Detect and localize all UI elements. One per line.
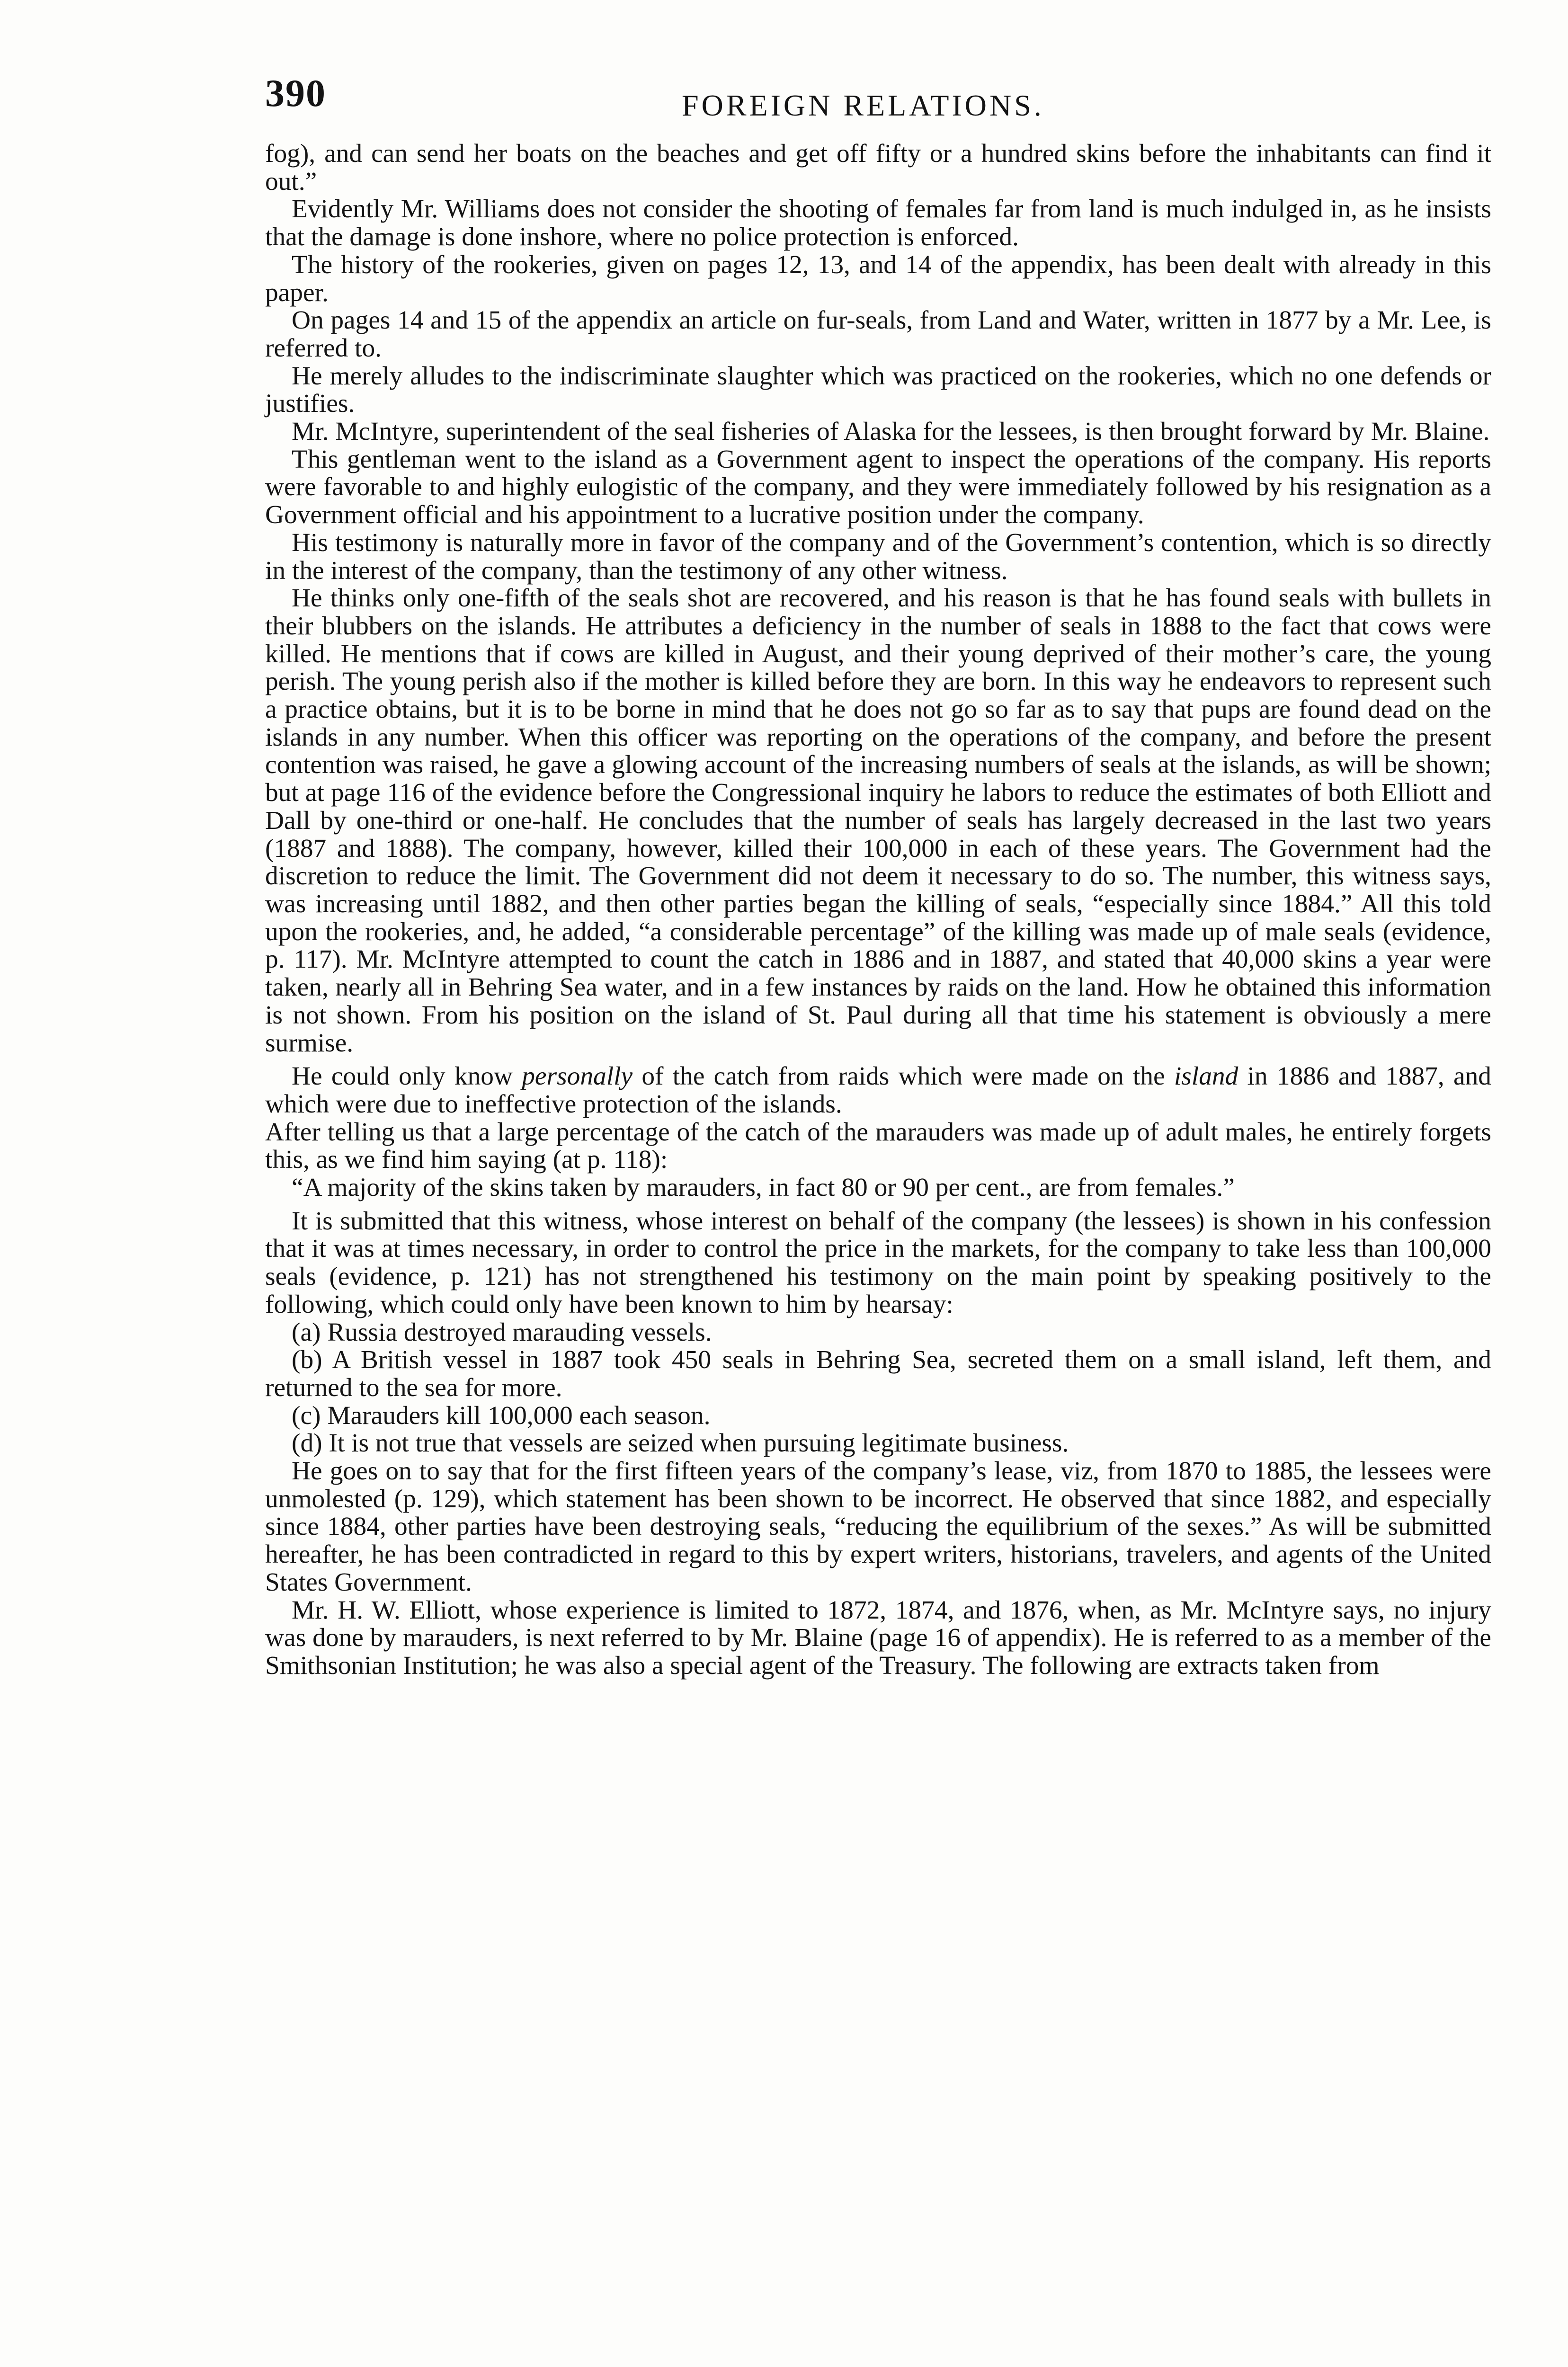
paragraph: This gentleman went to the island as a Government agent to inspect the operations of the company. His reports were favorable to and highly eulogistic of the company, and they were immediately followed by his resignation as a Government official and his appointment to a lucrative position under the company. — [265, 444, 1491, 529]
paragraph: Mr. H. W. Elliott, whose experience is limited to 1872, 1874, and 1876, when, as Mr. McIntyre says, no injury was done by marauders, is next referred to by Mr. Blaine (page 16 of appendix). He is referred to as a member of the Smithsonian Institution; he was also a special agent of the Treasury. The following are extracts taken from — [265, 1595, 1491, 1680]
running-head: FOREIGN RELATIONS. — [682, 89, 1044, 122]
body-text — [265, 140, 1491, 1680]
paragraph: Mr. McIntyre, superintendent of the seal fisheries of Alaska for the lessees, is then brought forward by Mr. Blaine. — [292, 417, 1490, 446]
page-number: 390 — [265, 71, 326, 115]
paragraph-italic-terms — [265, 1062, 1491, 1118]
paragraph: fog), and can send her boats on the beaches and get off fifty or a hundred skins before the inhabitants can find it out.” — [265, 139, 1491, 196]
paragraph: On pages 14 and 15 of the appendix an article on fur-seals, from Land and Water, written in 1877 by a Mr. Lee, is referred to. — [265, 305, 1491, 362]
page-header — [265, 71, 1491, 137]
list-item: (d) It is not true that vessels are seized when pursuing legitimate business. — [292, 1428, 1069, 1458]
paragraph: The history of the rookeries, given on pages 12, 13, and 14 of the appendix, has been dealt with already in this paper. — [265, 249, 1491, 307]
italic-term: island — [1174, 1061, 1238, 1091]
text-run: of the catch from raids which were made on the — [641, 1061, 1165, 1091]
paragraph: His testimony is naturally more in favor of the company and of the Government’s contention, which is so directly in the interest of the company, than the testimony of any other witness. — [265, 527, 1491, 585]
paragraph: He thinks only one-fifth of the seals shot are recovered, and his reason is that he has found seals with bullets in their blubbers on the islands. He attributes a deficiency in the number of seals in 1888 to the fact that cows were killed. He mentions that if cows are killed in August, and their young deprived of their mother’s care, the young perish. The young perish also if the mother is killed before they are born. In this way he endeavors to represent such a practice obtains, but it is to be borne in mind that he does not go so far as to say that pups are found dead on the islands in any number. When this officer was reporting on the operations of the company, and before the present contention was raised, he gave a glowing account of the increasing numbers of seals at the islands, as will be shown; but at page 116 of the evidence before the Congressional inquiry he labors to reduce the estimates of both Elliott and Dall by one-third or one-half. He concludes that the number of seals has largely decreased in the last two years (1887 and 1888). The company, however, killed their 100,000 in each of these years. The Government had the discretion to reduce the limit. The Government did not deem it necessary to do so. The number, this witness says, was increasing until 1882, and then other parties began the killing of seals, “especially since 1884.” All this told upon the rookeries, and, he added, “a considerable percentage” of the killing was made up of male seals (evidence, p. 117). Mr. McIntyre attempted to count the catch in 1886 and in 1887, and stated that 40,000 skins a year were taken, nearly all in Behring Sea water, and in a few instances by raids on the land. How he obtained this information is not shown. From his position on the island of St. Paul during all that time his statement is obviously a mere surmise. — [265, 583, 1491, 1057]
quotation: “A majority of the skins taken by marauders, in fact 80 or 90 per cent., are from females.” — [292, 1173, 1235, 1202]
paragraph: He goes on to say that for the first fifteen years of the company’s lease, viz, from 1870 to 1885, the lessees were unmolested (p. 129), which statement has been shown to be incorrect. He observed that since 1882, and especially since 1884, other parties have been destroying seals, “reducing the equilibrium of the sexes.” As will be submitted hereafter, he has been contradicted in regard to this by expert writers, historians, travelers, and agents of the United States Government. — [265, 1456, 1491, 1596]
list-item: (c) Marauders kill 100,000 each season. — [292, 1400, 711, 1430]
italic-term: personally — [522, 1061, 633, 1091]
paragraph: He merely alludes to the indiscriminate slaughter which was practiced on the rookeries, which no one defends or justifies. — [265, 361, 1491, 418]
list-item: (a) Russia destroyed marauding vessels. — [292, 1317, 712, 1346]
text-run: in 1886 and 1887, and which were due to ineffective protection of the islands. — [265, 1061, 1491, 1118]
paragraph: After telling us that a large percentage of the catch of the marauders was made up of adult males, he entirely forgets this, as we find him saying (at p. 118): — [265, 1117, 1491, 1174]
text-run: He could only know — [292, 1061, 513, 1091]
paragraph: Evidently Mr. Williams does not consider the shooting of females far from land is much indulged in, as he insists that the damage is done inshore, where no police protection is enforced. — [265, 194, 1491, 251]
paragraph: It is submitted that this witness, whose interest on behalf of the company (the lessees) is shown in his confession that it was at times necessary, in order to control the price in the markets, for the company to take less than 100,000 seals (evidence, p. 121) has not strengthened his testimony on the main point by speaking positively to the following, which could only have been known to him by hearsay: — [265, 1206, 1491, 1318]
list-item: (b) A British vessel in 1887 took 450 seals in Behring Sea, secreted them on a small island, left them, and returned to the sea for more. — [265, 1345, 1491, 1402]
